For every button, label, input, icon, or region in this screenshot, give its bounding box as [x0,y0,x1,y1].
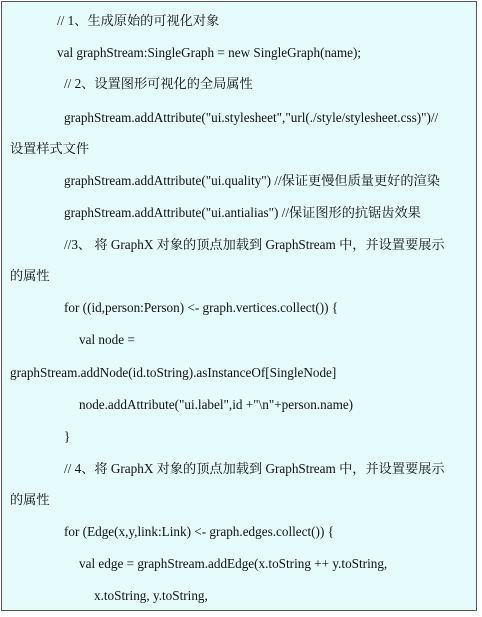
code-line-ui-label: node.addAttribute("ui.label",id +"\n"+person.name) [79,397,354,412]
code-line-comment-4: // 4、将 GraphX 对象的顶点加载到 GraphStream 中，并设置要展示 [64,461,445,476]
code-line-comment-4-cont: 的属性 [10,492,50,507]
code-line-close-brace: } [64,429,71,444]
code-line-comment-1: // 1、生成原始的可视化对象 [57,13,220,28]
code-line-comment-2: // 2、设置图形可视化的全局属性 [64,76,253,91]
code-line-comment-3: //3、 将 GraphX 对象的顶点加载到 GraphStream 中，并设置要展示 [64,237,445,252]
code-line-for-edges: for (Edge(x,y,link:Link) <- graph.edges.collect()) { [64,524,334,539]
code-line-comment-3-cont: 的属性 [10,268,50,283]
code-line-stylesheet: graphStream.addAttribute("ui.stylesheet","url(./style/stylesheet.css)")// [64,110,439,125]
code-line-quality: graphStream.addAttribute("ui.quality") //保证更慢但质量更好的渲染 [64,173,440,188]
code-listing-box [1,1,477,611]
code-line-edge-args: x.toString, y.toString, [94,588,208,603]
code-line-graphstream-decl: val graphStream:SingleGraph = new SingleGraph(name); [57,45,362,60]
code-line-val-edge: val edge = graphStream.addEdge(x.toString ++ y.toString, [79,556,388,571]
code-line-addnode: graphStream.addNode(id.toString).asInstanceOf[SingleNode] [10,365,337,380]
code-line-for-vertices: for ((id,person:Person) <- graph.vertices.collect()) { [64,300,339,315]
code-line-stylesheet-comment: 设置样式文件 [10,141,90,156]
code-line-val-node: val node = [79,332,135,347]
code-line-antialias: graphStream.addAttribute("ui.antialias") //保证图形的抗锯齿效果 [64,205,421,220]
